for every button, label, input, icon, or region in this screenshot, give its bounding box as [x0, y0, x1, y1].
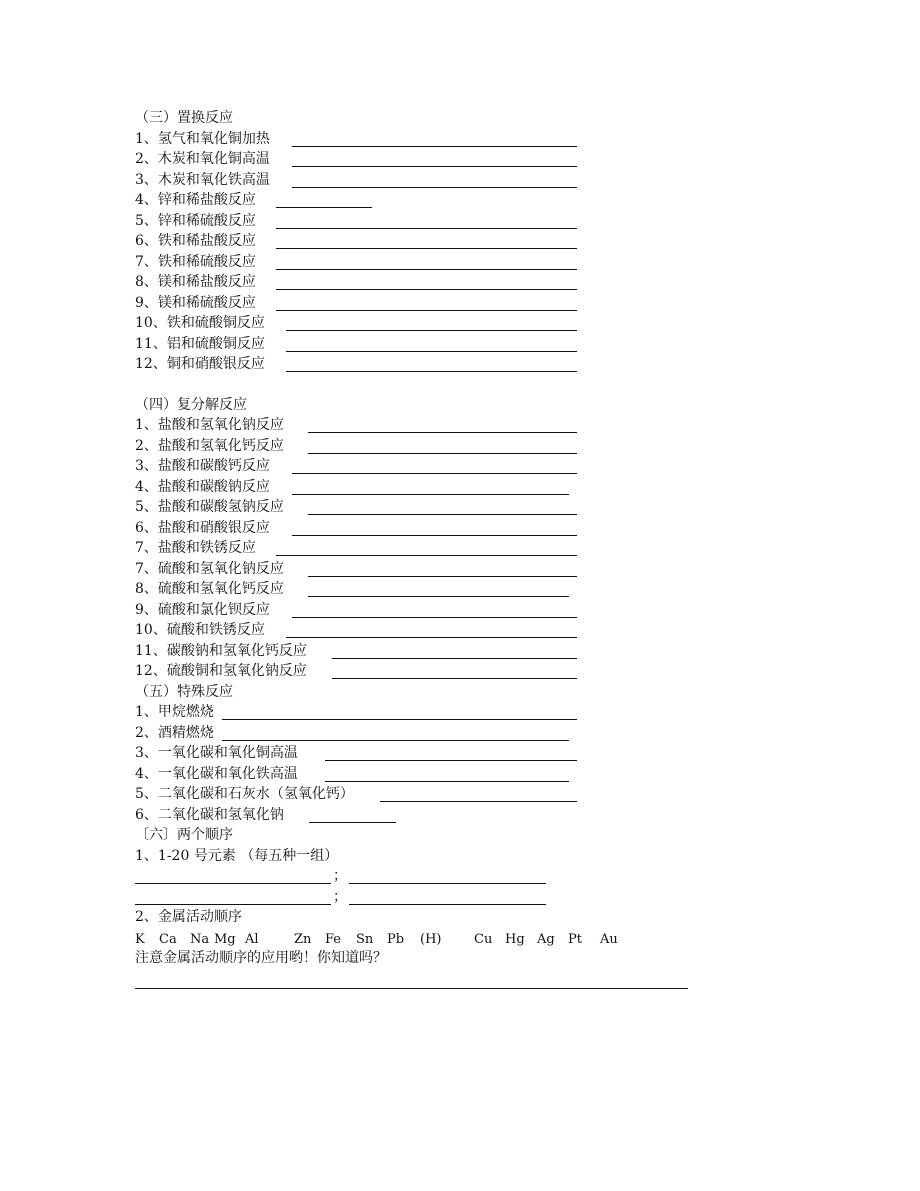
s3-item-10 — [135, 313, 265, 333]
s3-item-label: 2、木炭和氧化铜高温 — [135, 151, 270, 167]
answer-blank[interactable] — [292, 149, 577, 167]
answer-blank[interactable] — [222, 723, 569, 741]
answer-blank[interactable] — [286, 313, 577, 331]
s3-item-label: 8、镁和稀盐酸反应 — [135, 274, 256, 290]
s3-item-11 — [135, 334, 265, 354]
s3-item-4 — [135, 190, 256, 210]
s5-item-label: 3、一氧化碳和氧化铜高温 — [135, 745, 298, 761]
s3-item-label: 7、铁和稀硫酸反应 — [135, 254, 256, 270]
answer-blank[interactable] — [276, 272, 577, 290]
answer-blank[interactable] — [308, 497, 577, 515]
s3-item-5 — [135, 211, 256, 231]
s3-item-label: 9、镁和稀硫酸反应 — [135, 295, 256, 311]
section6-title: 〔六〕两个顺序 — [135, 827, 233, 843]
s3-item-label: 10、铁和硫酸铜反应 — [135, 315, 265, 331]
s3-item-label: 4、锌和稀盐酸反应 — [135, 192, 256, 208]
s3-item-label: 11、铝和硫酸铜反应 — [135, 336, 265, 352]
s4-item-label: 7、硫酸和氢氧化钠反应 — [135, 561, 284, 577]
s5-item-1 — [135, 702, 214, 722]
metal-symbol: Mg — [214, 932, 236, 947]
metal-symbol: (H) — [420, 932, 442, 947]
s4-item-4 — [135, 477, 270, 497]
s3-item-7 — [135, 252, 256, 272]
s4-item-label: 4、盐酸和碳酸钠反应 — [135, 479, 270, 495]
answer-blank[interactable] — [308, 579, 569, 597]
answer-blank[interactable] — [276, 231, 577, 249]
section5-title: （五）特殊反应 — [135, 684, 233, 700]
s4-item-label: 8、硫酸和氢氧化钙反应 — [135, 581, 284, 597]
element-group-blank[interactable] — [135, 866, 331, 884]
answer-blank[interactable] — [276, 252, 577, 270]
answer-blank[interactable] — [286, 620, 577, 638]
s5-item-4 — [135, 764, 298, 784]
answer-blank[interactable] — [308, 559, 577, 577]
s3-item-6 — [135, 231, 256, 251]
s6-item-2: 2、金属活动顺序 — [135, 909, 242, 925]
answer-blank[interactable] — [332, 661, 577, 679]
answer-blank[interactable] — [292, 129, 577, 147]
answer-blank[interactable] — [276, 190, 372, 208]
answer-blank[interactable] — [308, 415, 577, 433]
s4-item-label: 1、盐酸和氢氧化钠反应 — [135, 417, 284, 433]
metal-symbol: Pt — [568, 932, 582, 947]
s4-item-2 — [135, 436, 284, 456]
answer-blank[interactable] — [292, 518, 577, 536]
metal-symbol: Ag — [537, 932, 555, 947]
s4-item-10 — [135, 600, 270, 620]
s4-item-1 — [135, 415, 284, 435]
metal-symbol: Fe — [325, 932, 342, 947]
s3-item-2 — [135, 149, 270, 169]
metal-symbol: Al — [245, 932, 259, 947]
s3-item-12 — [135, 354, 265, 374]
s5-item-3 — [135, 743, 298, 763]
section3-title: （三）置换反应 — [135, 110, 233, 126]
answer-blank[interactable] — [276, 293, 577, 311]
s5-item-label: 6、二氧化碳和氢氧化钠 — [135, 807, 284, 823]
s3-item-label: 12、铜和硝酸银反应 — [135, 356, 265, 372]
s5-item-label: 1、甲烷燃烧 — [135, 704, 214, 720]
answer-blank[interactable] — [222, 702, 577, 720]
answer-blank[interactable] — [380, 784, 577, 802]
metal-symbol: K — [135, 932, 145, 947]
s3-item-8 — [135, 272, 256, 292]
element-group-blank[interactable] — [135, 887, 331, 905]
metal-symbol: Zn — [294, 932, 312, 947]
element-group-blank[interactable] — [349, 887, 546, 905]
answer-blank[interactable] — [292, 477, 569, 495]
s3-item-3 — [135, 170, 270, 190]
s6-item-1: 1、1-20 号元素 （每五种一组） — [135, 848, 339, 864]
s4-item-label: 7、盐酸和铁锈反应 — [135, 540, 256, 556]
answer-line[interactable] — [135, 988, 688, 989]
metal-symbol: Pb — [387, 932, 405, 947]
s3-item-label: 5、锌和稀硫酸反应 — [135, 213, 256, 229]
note-text: 注意金属活动顺序的应用哟！你知道吗？ — [135, 950, 387, 966]
answer-blank[interactable] — [286, 334, 577, 352]
s4-item-11 — [135, 620, 265, 640]
semicolon: ； — [333, 868, 347, 884]
metal-symbol: Cu — [474, 932, 493, 947]
s4-item-8 — [135, 559, 284, 579]
s5-item-label: 5、二氧化碳和石灰水（氢氧化钙） — [135, 786, 354, 802]
s4-item-9 — [135, 579, 284, 599]
answer-blank[interactable] — [325, 764, 569, 782]
s5-item-label: 4、一氧化碳和氧化铁高温 — [135, 766, 298, 782]
answer-blank[interactable] — [292, 600, 577, 618]
s5-item-label: 2、酒精燃烧 — [135, 725, 214, 741]
metal-symbol: Na — [190, 932, 210, 947]
s3-item-9 — [135, 293, 256, 313]
s5-item-6 — [135, 805, 284, 825]
s5-item-2 — [135, 723, 214, 743]
metal-symbol: Sn — [356, 932, 374, 947]
s3-item-1 — [135, 129, 270, 149]
s5-item-5 — [135, 784, 354, 804]
s4-item-13 — [135, 661, 307, 681]
s3-item-label: 1、氢气和氧化铜加热 — [135, 131, 270, 147]
answer-blank[interactable] — [286, 354, 577, 372]
section4-title: （四）复分解反应 — [135, 397, 247, 413]
semicolon: ； — [333, 889, 347, 905]
s4-item-label: 6、盐酸和硝酸银反应 — [135, 520, 270, 536]
answer-blank[interactable] — [276, 211, 577, 229]
answer-blank[interactable] — [276, 538, 577, 556]
answer-blank[interactable] — [292, 456, 577, 474]
answer-blank[interactable] — [292, 170, 577, 188]
answer-blank[interactable] — [332, 641, 577, 659]
s4-item-7 — [135, 538, 256, 558]
s3-item-label: 3、木炭和氧化铁高温 — [135, 172, 270, 188]
answer-blank[interactable] — [325, 743, 577, 761]
s4-item-6 — [135, 518, 270, 538]
s4-item-3 — [135, 456, 270, 476]
s4-item-5 — [135, 497, 284, 517]
metal-symbol: Ca — [159, 932, 177, 947]
s4-item-12 — [135, 641, 307, 661]
answer-blank[interactable] — [309, 805, 396, 823]
answer-blank[interactable] — [308, 436, 577, 454]
metal-symbol: Au — [600, 932, 618, 947]
s4-item-label: 2、盐酸和氢氧化钙反应 — [135, 438, 284, 454]
s4-item-label: 5、盐酸和碳酸氢钠反应 — [135, 499, 284, 515]
s4-item-label: 9、硫酸和氯化钡反应 — [135, 602, 270, 618]
s3-item-label: 6、铁和稀盐酸反应 — [135, 233, 256, 249]
metal-symbol: Hg — [505, 932, 525, 947]
s4-item-label: 3、盐酸和碳酸钙反应 — [135, 458, 270, 474]
s4-item-label: 12、硫酸铜和氢氧化钠反应 — [135, 663, 307, 679]
s4-item-label: 10、硫酸和铁锈反应 — [135, 622, 265, 638]
element-group-blank[interactable] — [349, 866, 546, 884]
s4-item-label: 11、碳酸钠和氢氧化钙反应 — [135, 643, 307, 659]
